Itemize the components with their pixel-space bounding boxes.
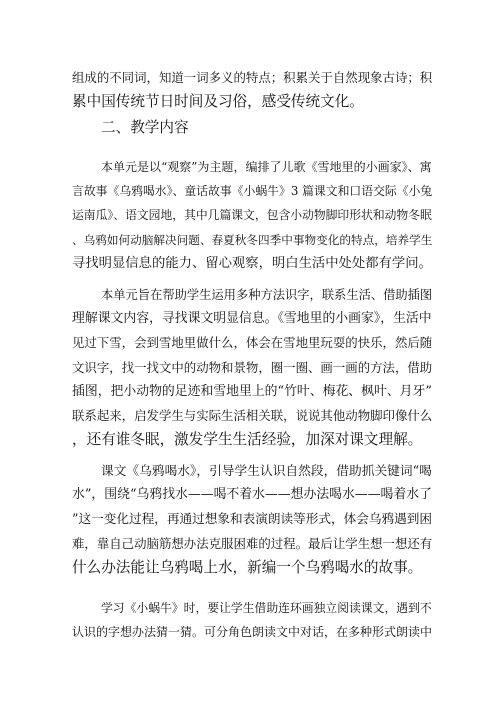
paragraph-little-snail (72, 596, 432, 644)
text-line: 本单元是以“观察”为主题，编排了儿歌《雪地里的小画家》、寓 (101, 160, 432, 174)
paragraph-unit-overview (72, 155, 432, 276)
text-line: 水”，围绕“乌鸦找水——喝不着水——想办法喝水——喝着水了 (72, 487, 432, 503)
text-line: 寻找明显信息的能力、留心观察，明白生活中处处都有学问。 (72, 255, 432, 271)
text-line: ，还有谁冬眠，激发学生生活经验，加深对课文理解。 (72, 431, 423, 449)
text-line: 课文《乌鸦喝水》，引导学生认识自然段，借助抓关键词“喝 (101, 463, 432, 478)
text-line: 认识的字想办法猜一猜。可分角色朗读文中对话，在多种形式朗读中 (72, 625, 433, 640)
text-line: 难，靠自己动脑筋想办法克服困难的过程。最后让学生想一想还有 (72, 535, 433, 551)
text-line: 组成的不同词，知道一词多义的特点；积累关于自然现象古诗；积 (72, 70, 433, 85)
text-line: 本单元旨在帮助学生运用多种方法识字，联系生活、借助插图 (101, 288, 433, 302)
text-line: ”这一变化过程，再通过想象和表演朗读等形式，体会乌鸦遇到困 (72, 511, 432, 527)
paragraph-crow-drinks-water (72, 459, 432, 580)
text-line: 学习《小蜗牛》时，要让学生借助连环画独立阅读课文，遇到不 (101, 601, 432, 615)
text-line: 累中国传统节日时间及习俗，感受传统文化。 (72, 93, 364, 111)
section-heading: 二、教学内容 (101, 119, 189, 136)
text-line: 文识字，找一找文中的动物和景物，圈一圈、画一画的方法，借助 (72, 359, 433, 375)
text-line: 运南瓜》、语文园地，其中几篇课文，包含小动物脚印形状和动物冬眠 (72, 208, 432, 223)
text-line: 理解课文内容，寻找课文明显信息。《雪地里的小画家》，生活中 (72, 311, 432, 327)
text-line: 插图，把小动物的足迹和雪地里上的“竹叶、梅花、枫叶、月牙” (72, 383, 432, 399)
paragraph-objectives-end (72, 66, 432, 114)
paragraph-unit-goals (72, 283, 432, 452)
text-line: 、乌鸦如何动脑解决问题、春夏秋冬四季中事物变化的特点，培养学生 (72, 232, 433, 247)
text-line: 联系起来，启发学生与实际生活相关联，说说其他动物脚印像什么 (72, 408, 433, 424)
text-line: 言故事《乌鸦喝水》、童话故事《小蜗牛》3 篇课文和口语交际《小兔 (72, 184, 433, 199)
text-line: 见过下雪，会到雪地里做什么，体会在雪地里玩耍的快乐，然后随 (72, 335, 433, 351)
text-line: 什么办法能让乌鸦喝上水，新编一个乌鸦喝水的故事。 (72, 558, 423, 576)
